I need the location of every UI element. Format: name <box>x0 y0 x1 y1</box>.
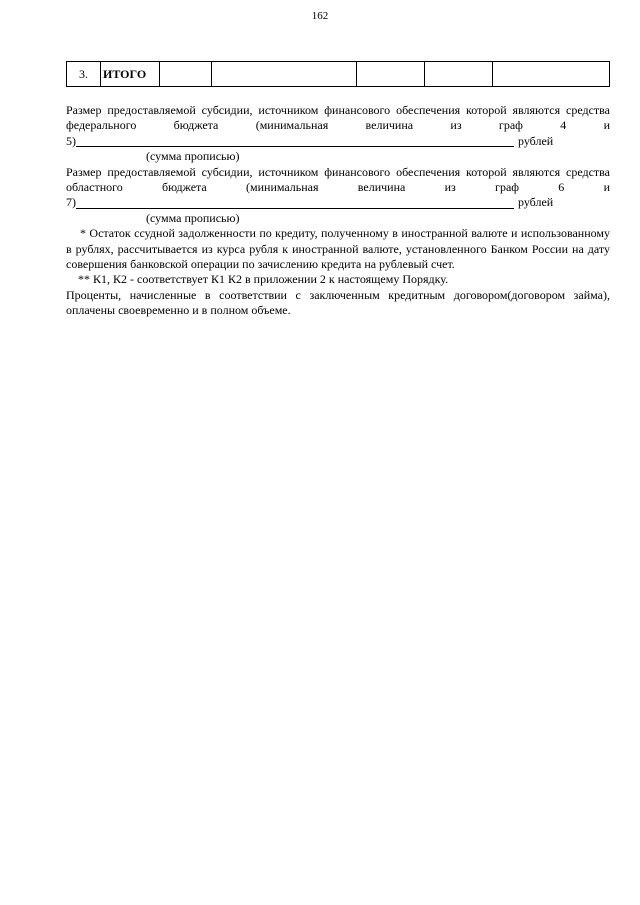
page-number: 162 <box>311 10 329 22</box>
interest-paid-statement: Проценты, начисленные в соответствии с заключенным кредитным договором(договором займа), оплачены своевременно и в полном объеме. <box>66 287 610 318</box>
table-cell <box>212 62 357 87</box>
federal-amount-prefix: 5) <box>66 133 76 148</box>
table-cell-number: 3. <box>67 62 101 87</box>
regional-amount-line <box>66 195 610 210</box>
regional-amount-prefix: 7) <box>66 195 76 210</box>
table-cell <box>357 62 425 87</box>
document-body <box>66 103 610 319</box>
federal-amount-unit: рублей <box>518 133 554 148</box>
federal-amount-line <box>66 134 610 149</box>
table-cell <box>160 62 212 87</box>
footnote-double-star: ** К1, К2 - соответствует К1 К2 в приложении 2 к настоящему Порядку. <box>78 272 449 287</box>
table-cell-label: ИТОГО <box>101 62 160 87</box>
regional-amount-unit: рублей <box>518 195 554 210</box>
regional-subsidy-text: Размер предоставляемой субсидии, источником финансового обеспечения которой являются средства областного бюджета (минимальная величина из граф 6 и <box>66 164 610 195</box>
table-row-total <box>67 62 610 87</box>
table-cell <box>425 62 493 87</box>
federal-amount-blank <box>76 135 514 147</box>
regional-amount-hint: (сумма прописью) <box>146 210 240 225</box>
table-cell <box>493 62 610 87</box>
federal-amount-hint: (сумма прописью) <box>146 149 240 164</box>
regional-amount-blank <box>76 197 514 209</box>
federal-subsidy-text: Размер предоставляемой субсидии, источником финансового обеспечения которой являются средства федерального бюджета (минимальная величина из граф 4 и <box>66 103 610 133</box>
footnote-single-star: * Остаток ссудной задолженности по кредиту, полученному в иностранной валюте и использованному в рублях, рассчитывается из курса рубля к иностранной валюте, установленного Банком России на дату совершения банковской операции по зачислению кредита на рублевый счет. <box>66 226 610 272</box>
summary-table <box>66 61 610 87</box>
